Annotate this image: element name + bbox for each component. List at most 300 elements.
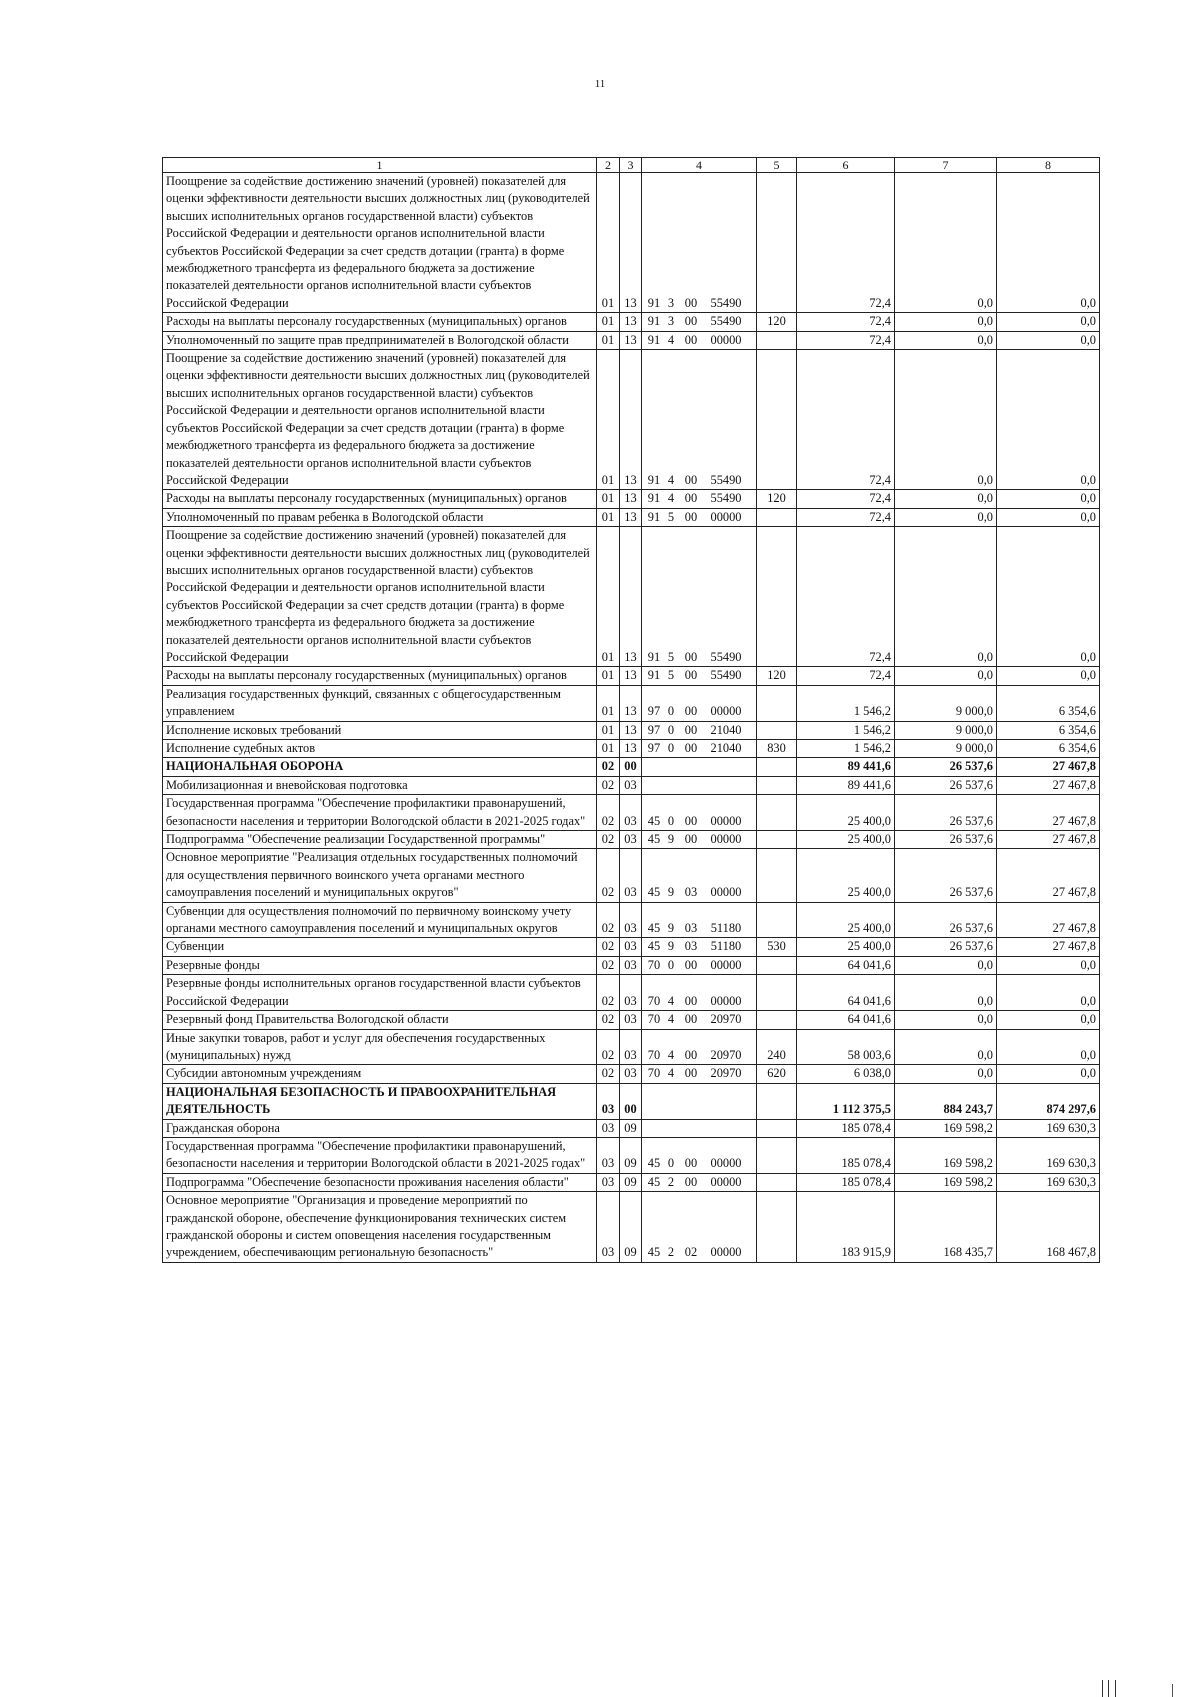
target-article-part: 45 (647, 832, 661, 847)
subsection-code-cell: 13 (620, 527, 642, 667)
amount-year3-cell: 0,0 (997, 173, 1100, 313)
amount-year1-cell: 25 400,0 (797, 831, 895, 849)
expense-type-cell (757, 1083, 797, 1119)
amount-year2-cell: 0,0 (895, 975, 997, 1011)
header-cell: 1 (163, 158, 597, 173)
target-article-cell (642, 1065, 757, 1083)
subsection-code-cell: 13 (620, 740, 642, 758)
amount-year2-cell: 9 000,0 (895, 685, 997, 721)
row-name-cell: Резервные фонды исполнительных органов государственной власти субъектов Российской Федерации (163, 975, 597, 1011)
row-name-cell: НАЦИОНАЛЬНАЯ ОБОРОНА (163, 758, 597, 776)
amount-year3-cell: 169 630,3 (997, 1119, 1100, 1137)
table-row (163, 776, 1100, 794)
section-code-cell: 02 (597, 849, 620, 902)
expense-type-cell (757, 902, 797, 938)
amount-year3-cell: 0,0 (997, 350, 1100, 490)
amount-year1-cell: 72,4 (797, 350, 895, 490)
row-name-cell: Расходы на выплаты персоналу государственных (муниципальных) органов (163, 667, 597, 685)
amount-year3-cell: 27 467,8 (997, 795, 1100, 831)
table-row (163, 173, 1100, 313)
target-article-part: 00 (684, 472, 698, 487)
subsection-code-cell: 13 (620, 331, 642, 349)
amount-year1-cell: 6 038,0 (797, 1065, 895, 1083)
target-article-part: 9 (667, 939, 675, 954)
target-article-cell (642, 956, 757, 974)
section-code-cell: 02 (597, 758, 620, 776)
amount-year1-cell: 183 915,9 (797, 1192, 895, 1263)
table-row (163, 331, 1100, 349)
target-article-part: 51180 (710, 921, 742, 936)
table-row (163, 313, 1100, 331)
target-article-part: 00000 (710, 509, 742, 524)
target-article-cell (642, 1192, 757, 1263)
target-article-cell (642, 313, 757, 331)
target-article-part: 00 (684, 314, 698, 329)
target-article-part: 70 (647, 1066, 661, 1081)
target-article-part: 03 (684, 885, 698, 900)
expense-type-cell (757, 1137, 797, 1173)
expense-type-cell: 530 (757, 938, 797, 956)
amount-year2-cell: 0,0 (895, 1029, 997, 1065)
target-article-part: 0 (667, 1156, 675, 1171)
section-code-cell: 01 (597, 350, 620, 490)
amount-year1-cell: 64 041,6 (797, 956, 895, 974)
target-article-part: 70 (647, 1047, 661, 1062)
target-article-part: 45 (647, 885, 661, 900)
expense-type-cell (757, 1119, 797, 1137)
subsection-code-cell: 03 (620, 975, 642, 1011)
amount-year1-cell: 1 546,2 (797, 740, 895, 758)
amount-year2-cell: 0,0 (895, 956, 997, 974)
target-article-part: 00 (684, 1066, 698, 1081)
target-article-part: 45 (647, 1156, 661, 1171)
target-article-part: 45 (647, 1174, 661, 1189)
table-row (163, 1065, 1100, 1083)
target-article-part: 00 (684, 741, 698, 755)
target-article-part: 45 (647, 1245, 661, 1260)
section-code-cell: 03 (597, 1173, 620, 1191)
subsection-code-cell: 03 (620, 938, 642, 956)
target-article-part: 91 (647, 295, 661, 310)
amount-year2-cell: 884 243,7 (895, 1083, 997, 1119)
target-article-part: 2 (667, 1245, 675, 1260)
target-article-cell (642, 685, 757, 721)
subsection-code-cell: 03 (620, 795, 642, 831)
subsection-code-cell: 03 (620, 849, 642, 902)
header-cell: 3 (620, 158, 642, 173)
target-article-cell (642, 938, 757, 956)
target-article-part: 70 (647, 957, 661, 972)
amount-year1-cell: 72,4 (797, 313, 895, 331)
expense-type-cell: 830 (757, 740, 797, 758)
target-article-part: 21040 (710, 722, 742, 737)
amount-year3-cell: 169 630,3 (997, 1173, 1100, 1191)
amount-year3-cell: 27 467,8 (997, 831, 1100, 849)
amount-year2-cell: 0,0 (895, 667, 997, 685)
section-code-cell: 02 (597, 902, 620, 938)
amount-year3-cell: 27 467,8 (997, 849, 1100, 902)
target-article-part: 4 (667, 1066, 675, 1081)
amount-year2-cell: 169 598,2 (895, 1137, 997, 1173)
target-article-part: 00000 (710, 957, 742, 972)
amount-year3-cell: 27 467,8 (997, 938, 1100, 956)
target-article-part: 00000 (710, 1245, 742, 1260)
header-cell: 7 (895, 158, 997, 173)
target-article-cell (642, 776, 757, 794)
section-code-cell: 02 (597, 938, 620, 956)
target-article-part: 00 (684, 668, 698, 683)
amount-year1-cell: 185 078,4 (797, 1137, 895, 1173)
amount-year2-cell: 26 537,6 (895, 795, 997, 831)
amount-year1-cell: 72,4 (797, 331, 895, 349)
target-article-part: 03 (684, 939, 698, 954)
amount-year1-cell: 25 400,0 (797, 849, 895, 902)
amount-year2-cell: 26 537,6 (895, 776, 997, 794)
expense-type-cell (757, 975, 797, 1011)
subsection-code-cell: 13 (620, 508, 642, 526)
target-article-part: 20970 (710, 1066, 742, 1081)
section-code-cell: 01 (597, 527, 620, 667)
table-row (163, 1173, 1100, 1191)
target-article-cell (642, 849, 757, 902)
target-article-part: 4 (667, 472, 675, 487)
target-article-part: 5 (667, 649, 675, 664)
section-code-cell: 03 (597, 1083, 620, 1119)
amount-year1-cell: 72,4 (797, 490, 895, 508)
expense-type-cell (757, 795, 797, 831)
amount-year3-cell: 0,0 (997, 313, 1100, 331)
expense-type-cell: 620 (757, 1065, 797, 1083)
target-article-part: 70 (647, 993, 661, 1008)
subsection-code-cell: 13 (620, 721, 642, 739)
header-cell: 4 (642, 158, 757, 173)
subsection-code-cell: 03 (620, 831, 642, 849)
section-code-cell: 01 (597, 667, 620, 685)
subsection-code-cell: 03 (620, 956, 642, 974)
target-article-part: 3 (667, 295, 675, 310)
target-article-cell (642, 350, 757, 490)
target-article-part: 55490 (710, 472, 742, 487)
amount-year3-cell: 6 354,6 (997, 685, 1100, 721)
row-name-cell: Основное мероприятие "Организация и проведение мероприятий по гражданской обороне, обеспечение функционирования технических систем гражданской обороны и систем оповещения населения государственным учреждением, обеспечивающим региональную безопасность" (163, 1192, 597, 1263)
row-name-cell: Реализация государственных функций, связанных с общегосударственным управлением (163, 685, 597, 721)
target-article-part: 4 (667, 332, 675, 347)
amount-year1-cell: 185 078,4 (797, 1119, 895, 1137)
amount-year3-cell: 27 467,8 (997, 776, 1100, 794)
amount-year2-cell: 0,0 (895, 508, 997, 526)
table-row (163, 350, 1100, 490)
target-article-part: 21040 (710, 741, 742, 755)
row-name-cell: Гражданская оборона (163, 1119, 597, 1137)
row-name-cell: Подпрограмма "Обеспечение безопасности проживания населения области" (163, 1173, 597, 1191)
expense-type-cell (757, 331, 797, 349)
subsection-code-cell: 03 (620, 1029, 642, 1065)
target-article-part: 00000 (710, 993, 742, 1008)
row-name-cell: Иные закупки товаров, работ и услуг для обеспечения государственных (муниципальных) нужд (163, 1029, 597, 1065)
target-article-part: 00 (684, 509, 698, 524)
table-row (163, 1011, 1100, 1029)
target-article-part: 91 (647, 314, 661, 329)
row-name-cell: НАЦИОНАЛЬНАЯ БЕЗОПАСНОСТЬ И ПРАВООХРАНИТЕЛЬНАЯ ДЕЯТЕЛЬНОСТЬ (163, 1083, 597, 1119)
expense-type-cell (757, 350, 797, 490)
subsection-code-cell: 13 (620, 350, 642, 490)
target-article-part: 55490 (710, 668, 742, 683)
amount-year3-cell: 168 467,8 (997, 1192, 1100, 1263)
target-article-cell (642, 527, 757, 667)
table-row (163, 1029, 1100, 1065)
amount-year3-cell: 27 467,8 (997, 758, 1100, 776)
amount-year1-cell: 1 546,2 (797, 685, 895, 721)
section-code-cell: 02 (597, 1011, 620, 1029)
budget-table (162, 157, 1100, 1263)
table-row (163, 975, 1100, 1011)
amount-year3-cell: 27 467,8 (997, 902, 1100, 938)
amount-year2-cell: 0,0 (895, 350, 997, 490)
amount-year1-cell: 25 400,0 (797, 902, 895, 938)
amount-year1-cell: 72,4 (797, 667, 895, 685)
expense-type-cell (757, 508, 797, 526)
amount-year2-cell: 0,0 (895, 1065, 997, 1083)
amount-year2-cell: 169 598,2 (895, 1119, 997, 1137)
row-name-cell: Резервный фонд Правительства Вологодской области (163, 1011, 597, 1029)
amount-year1-cell: 25 400,0 (797, 938, 895, 956)
target-article-part: 9 (667, 921, 675, 936)
table-row (163, 938, 1100, 956)
expense-type-cell (757, 1173, 797, 1191)
section-code-cell: 02 (597, 831, 620, 849)
section-code-cell: 02 (597, 956, 620, 974)
expense-type-cell (757, 685, 797, 721)
table-row (163, 956, 1100, 974)
row-name-cell: Субвенции для осуществления полномочий по первичному воинскому учету органами местного самоуправления поселений и муниципальных округов (163, 902, 597, 938)
page-number: 11 (594, 78, 606, 90)
amount-year2-cell: 0,0 (895, 1011, 997, 1029)
row-name-cell: Основное мероприятие "Реализация отдельных государственных полномочий для осуществления первичного воинского учета органами местного самоуправления поселений и муниципальных округов" (163, 849, 597, 902)
target-article-part: 0 (667, 704, 675, 719)
target-article-part: 0 (667, 741, 675, 755)
target-article-part: 97 (647, 741, 661, 755)
row-name-cell: Уполномоченный по правам ребенка в Вологодской области (163, 508, 597, 526)
amount-year3-cell: 0,0 (997, 956, 1100, 974)
amount-year2-cell: 26 537,6 (895, 938, 997, 956)
expense-type-cell: 120 (757, 313, 797, 331)
amount-year2-cell: 0,0 (895, 527, 997, 667)
amount-year3-cell: 0,0 (997, 527, 1100, 667)
section-code-cell: 01 (597, 313, 620, 331)
target-article-part: 45 (647, 921, 661, 936)
table-row (163, 902, 1100, 938)
subsection-code-cell: 00 (620, 1083, 642, 1119)
amount-year2-cell: 9 000,0 (895, 721, 997, 739)
target-article-cell (642, 758, 757, 776)
table-row (163, 795, 1100, 831)
section-code-cell: 03 (597, 1192, 620, 1263)
amount-year2-cell: 0,0 (895, 490, 997, 508)
target-article-part: 51180 (710, 939, 742, 954)
target-article-part: 00 (684, 813, 698, 828)
target-article-part: 91 (647, 472, 661, 487)
expense-type-cell: 120 (757, 490, 797, 508)
amount-year3-cell: 0,0 (997, 1065, 1100, 1083)
subsection-code-cell: 13 (620, 173, 642, 313)
row-name-cell: Субсидии автономным учреждениям (163, 1065, 597, 1083)
target-article-part: 00 (684, 295, 698, 310)
target-article-part: 00000 (710, 885, 742, 900)
target-article-cell (642, 1029, 757, 1065)
header-cell: 2 (597, 158, 620, 173)
row-name-cell: Субвенции (163, 938, 597, 956)
amount-year2-cell: 26 537,6 (895, 902, 997, 938)
target-article-part: 55490 (710, 314, 742, 329)
target-article-part: 00000 (710, 1156, 742, 1171)
target-article-cell (642, 902, 757, 938)
target-article-part: 00000 (710, 1174, 742, 1189)
row-name-cell: Поощрение за содействие достижению значений (уровней) показателей для оценки эффективности деятельности высших должностных лиц (руководителей высших исполнительных органов государственной власти) субъектов Российской Федерации и деятельности органов исполнительной власти субъектов Российской Федерации за счет средств дотации (гранта) в форме межбюджетного трансферта из федерального бюджета за достижение показателей деятельности органов исполнительной власти субъектов Российской Федерации (163, 527, 597, 667)
target-article-cell (642, 331, 757, 349)
expense-type-cell (757, 956, 797, 974)
target-article-part: 91 (647, 509, 661, 524)
target-article-cell (642, 721, 757, 739)
section-code-cell: 01 (597, 508, 620, 526)
expense-type-cell (757, 758, 797, 776)
target-article-part: 00 (684, 1174, 698, 1189)
expense-type-cell: 120 (757, 667, 797, 685)
expense-type-cell: 240 (757, 1029, 797, 1065)
section-code-cell: 01 (597, 490, 620, 508)
table-row (163, 831, 1100, 849)
target-article-part: 0 (667, 813, 675, 828)
table-row-section (163, 758, 1100, 776)
expense-type-cell (757, 173, 797, 313)
row-name-cell: Подпрограмма "Обеспечение реализации Государственной программы" (163, 831, 597, 849)
target-article-cell (642, 1119, 757, 1137)
scan-edge-mark (1172, 1684, 1173, 1697)
amount-year1-cell: 89 441,6 (797, 758, 895, 776)
target-article-part: 00 (684, 1047, 698, 1062)
target-article-part: 00 (684, 957, 698, 972)
target-article-part: 00 (684, 993, 698, 1008)
row-name-cell: Исполнение исковых требований (163, 721, 597, 739)
amount-year1-cell: 72,4 (797, 527, 895, 667)
target-article-cell (642, 667, 757, 685)
amount-year3-cell: 0,0 (997, 667, 1100, 685)
row-name-cell: Поощрение за содействие достижению значений (уровней) показателей для оценки эффективности деятельности высших должностных лиц (руководителей высших исполнительных органов государственной власти) субъектов Российской Федерации и деятельности органов исполнительной власти субъектов Российской Федерации за счет средств дотации (гранта) в форме межбюджетного трансферта из федерального бюджета за достижение показателей деятельности органов исполнительной власти субъектов Российской Федерации (163, 350, 597, 490)
amount-year2-cell: 9 000,0 (895, 740, 997, 758)
amount-year1-cell: 72,4 (797, 173, 895, 313)
header-cell: 8 (997, 158, 1100, 173)
section-code-cell: 02 (597, 1029, 620, 1065)
amount-year3-cell: 0,0 (997, 1011, 1100, 1029)
row-name-cell: Мобилизационная и вневойсковая подготовка (163, 776, 597, 794)
target-article-part: 4 (667, 491, 675, 506)
section-code-cell: 01 (597, 173, 620, 313)
amount-year2-cell: 0,0 (895, 173, 997, 313)
target-article-part: 02 (684, 1245, 698, 1260)
target-article-part: 00000 (710, 813, 742, 828)
row-name-cell: Государственная программа "Обеспечение профилактики правонарушений, безопасности населения и территории Вологодской области в 2021-2025 годах" (163, 1137, 597, 1173)
subsection-code-cell: 03 (620, 1011, 642, 1029)
amount-year1-cell: 25 400,0 (797, 795, 895, 831)
target-article-cell (642, 795, 757, 831)
target-article-part: 00 (684, 704, 698, 719)
row-name-cell: Исполнение судебных актов (163, 740, 597, 758)
target-article-part: 4 (667, 1047, 675, 1062)
expense-type-cell (757, 776, 797, 794)
target-article-part: 00000 (710, 832, 742, 847)
table-row (163, 1192, 1100, 1263)
target-article-part: 55490 (710, 649, 742, 664)
target-article-part: 2 (667, 1174, 675, 1189)
target-article-cell (642, 1173, 757, 1191)
target-article-cell (642, 173, 757, 313)
section-code-cell: 02 (597, 776, 620, 794)
amount-year1-cell: 64 041,6 (797, 975, 895, 1011)
target-article-part: 0 (667, 722, 675, 737)
target-article-part: 00 (684, 832, 698, 847)
target-article-cell (642, 1011, 757, 1029)
section-code-cell: 03 (597, 1137, 620, 1173)
row-name-cell: Государственная программа "Обеспечение профилактики правонарушений, безопасности населения и территории Вологодской области в 2021-2025 годах" (163, 795, 597, 831)
amount-year3-cell: 0,0 (997, 490, 1100, 508)
target-article-part: 70 (647, 1012, 661, 1027)
table-row (163, 1137, 1100, 1173)
target-article-part: 00000 (710, 704, 742, 719)
subsection-code-cell: 13 (620, 667, 642, 685)
table-row (163, 667, 1100, 685)
section-code-cell: 01 (597, 685, 620, 721)
target-article-part: 03 (684, 921, 698, 936)
target-article-part: 0 (667, 957, 675, 972)
expense-type-cell (757, 1192, 797, 1263)
target-article-part: 9 (667, 885, 675, 900)
amount-year3-cell: 0,0 (997, 975, 1100, 1011)
target-article-part: 00 (684, 649, 698, 664)
expense-type-cell (757, 721, 797, 739)
target-article-part: 45 (647, 813, 661, 828)
section-code-cell: 02 (597, 1065, 620, 1083)
amount-year3-cell: 0,0 (997, 508, 1100, 526)
header-cell: 5 (757, 158, 797, 173)
section-code-cell: 01 (597, 721, 620, 739)
section-code-cell: 01 (597, 331, 620, 349)
amount-year3-cell: 6 354,6 (997, 740, 1100, 758)
table-row (163, 1119, 1100, 1137)
amount-year3-cell: 0,0 (997, 331, 1100, 349)
target-article-part: 91 (647, 668, 661, 683)
amount-year2-cell: 0,0 (895, 331, 997, 349)
expense-type-cell (757, 831, 797, 849)
expense-type-cell (757, 1011, 797, 1029)
section-code-cell: 01 (597, 740, 620, 758)
section-code-cell: 02 (597, 795, 620, 831)
amount-year1-cell: 72,4 (797, 508, 895, 526)
subsection-code-cell: 09 (620, 1119, 642, 1137)
section-code-cell: 03 (597, 1119, 620, 1137)
amount-year2-cell: 0,0 (895, 313, 997, 331)
target-article-part: 55490 (710, 491, 742, 506)
table-row (163, 527, 1100, 667)
table-row (163, 685, 1100, 721)
subsection-code-cell: 09 (620, 1173, 642, 1191)
target-article-part: 45 (647, 939, 661, 954)
amount-year1-cell: 1 112 375,5 (797, 1083, 895, 1119)
subsection-code-cell: 00 (620, 758, 642, 776)
amount-year2-cell: 26 537,6 (895, 849, 997, 902)
amount-year1-cell: 58 003,6 (797, 1029, 895, 1065)
row-name-cell: Расходы на выплаты персоналу государственных (муниципальных) органов (163, 313, 597, 331)
subsection-code-cell: 13 (620, 313, 642, 331)
target-article-part: 20970 (710, 1047, 742, 1062)
